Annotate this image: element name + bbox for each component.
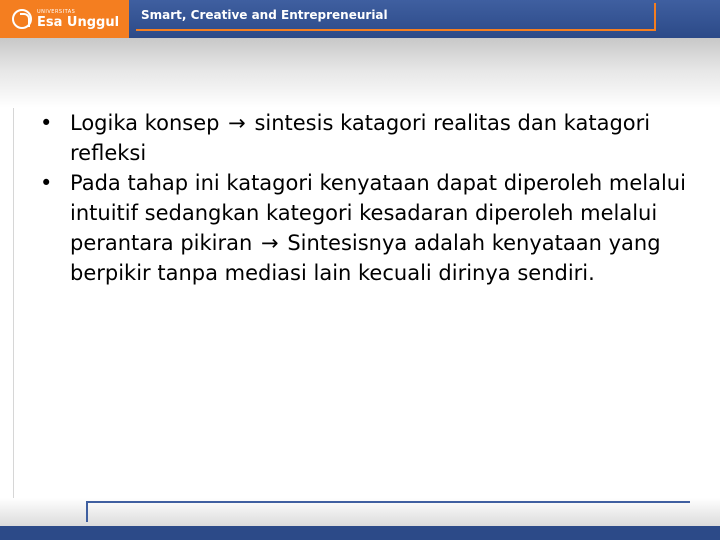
logo-text: Esa Unggul bbox=[37, 14, 120, 30]
logo-small-text: UNIVERSITAS bbox=[37, 8, 76, 15]
bullet-text-part1: Logika konsep bbox=[70, 111, 220, 135]
bullet-text-part2: sintesis katagori realitas dan katagori refleksi bbox=[70, 111, 651, 165]
arrow-right-icon: → bbox=[261, 231, 279, 255]
header-bar bbox=[0, 0, 720, 38]
logo-text-group bbox=[37, 10, 119, 29]
header-shadow-band bbox=[0, 38, 720, 108]
slide-body bbox=[40, 108, 690, 288]
tagline: Smart, Creative and Entrepreneurial bbox=[141, 8, 388, 22]
arrow-right-icon: → bbox=[228, 111, 246, 135]
footer-frame-line bbox=[86, 501, 690, 522]
bullet-icon: • bbox=[40, 171, 53, 195]
left-divider bbox=[13, 108, 14, 498]
footer-bar bbox=[0, 526, 720, 540]
bullet-item bbox=[40, 168, 690, 288]
bullet-item bbox=[40, 108, 690, 168]
logo-mark-icon bbox=[12, 9, 32, 29]
university-logo bbox=[0, 0, 129, 38]
bullet-icon: • bbox=[40, 111, 53, 135]
bullet-text-part1: Pada tahap ini katagori kenyataan dapat diperoleh melalui intuitif sedangkan kategori kesadaran diperoleh melalui perantara pikiran bbox=[70, 171, 686, 255]
bullet-text-part2: Sintesisnya adalah kenyataan yang berpikir tanpa mediasi lain kecuali dirinya sendiri. bbox=[70, 231, 661, 285]
